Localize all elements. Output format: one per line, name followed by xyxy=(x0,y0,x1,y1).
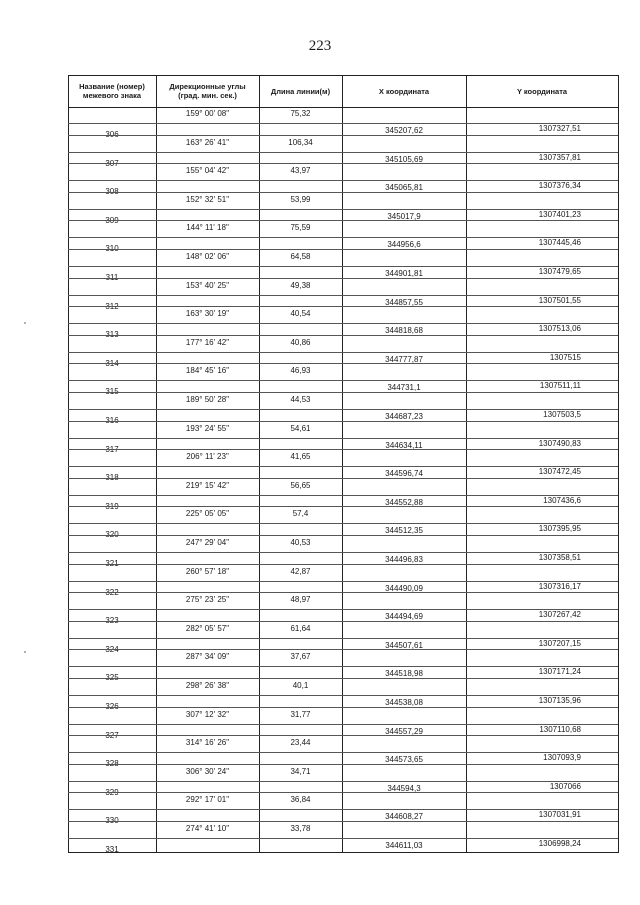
point-x: 344490,09 xyxy=(385,583,423,593)
point-name: 324 xyxy=(105,644,119,654)
point-x: 345065,81 xyxy=(385,183,423,193)
segment-angle: 155° 04' 42" xyxy=(185,166,230,176)
segment-length: 31,77 xyxy=(290,709,311,719)
row-divider xyxy=(68,506,618,507)
point-x: 344596,74 xyxy=(385,469,423,479)
row-divider xyxy=(68,278,618,279)
row-divider xyxy=(68,678,618,679)
segment-length: 48,97 xyxy=(290,595,311,605)
point-name: 308 xyxy=(105,187,119,197)
scan-speck xyxy=(24,322,26,324)
point-y: 1307031,91 xyxy=(538,810,581,820)
point-name: 312 xyxy=(105,301,119,311)
point-x: 344538,08 xyxy=(385,698,423,707)
point-x: 344557,29 xyxy=(385,726,423,736)
row-divider xyxy=(68,163,618,164)
point-name: 313 xyxy=(105,330,119,340)
point-y: 1307490,83 xyxy=(538,438,581,448)
segment-length: 49,38 xyxy=(290,280,311,290)
point-y: 1307135,96 xyxy=(538,696,581,705)
point-name: 328 xyxy=(105,759,119,769)
point-x: 344594,3 xyxy=(387,783,421,793)
segment-angle: 298° 26' 38" xyxy=(185,681,230,690)
segment-angle: 159° 00' 08" xyxy=(185,109,230,118)
segment-angle: 225° 05' 05" xyxy=(185,509,230,519)
segment-length: 75,59 xyxy=(290,223,311,233)
point-name: 306 xyxy=(105,130,119,139)
row-divider xyxy=(68,564,618,565)
point-y: 1307171,24 xyxy=(538,667,581,677)
row-divider xyxy=(68,135,618,136)
segment-angle: 184° 45' 16" xyxy=(185,366,230,376)
row-divider xyxy=(68,592,618,593)
segment-angle: 189° 50' 28" xyxy=(185,395,230,404)
point-name: 307 xyxy=(105,158,119,168)
header-length: Длина линии(м) xyxy=(270,86,331,96)
point-x: 345207,62 xyxy=(385,126,423,135)
row-divider xyxy=(68,363,618,364)
point-name: 331 xyxy=(105,845,119,854)
point-x: 344496,83 xyxy=(385,555,423,564)
segment-angle: 148° 02' 06" xyxy=(185,252,230,261)
segment-angle: 247° 29' 04" xyxy=(185,538,230,547)
point-name: 310 xyxy=(105,244,119,254)
segment-length: 61,64 xyxy=(290,623,311,633)
point-y: 1307511,11 xyxy=(539,381,581,391)
point-name: 330 xyxy=(105,816,119,826)
segment-length: 44,53 xyxy=(290,395,311,404)
segment-angle: 306° 30' 24" xyxy=(185,766,230,776)
header-y: Y координата xyxy=(516,86,568,96)
point-name: 322 xyxy=(105,587,119,597)
header-x: X координата xyxy=(378,86,430,96)
row-divider xyxy=(68,821,618,822)
point-y: 1307472,45 xyxy=(538,467,581,477)
segment-angle: 163° 26' 41" xyxy=(185,137,230,147)
row-divider xyxy=(68,707,618,708)
row-divider xyxy=(68,478,618,479)
row-divider xyxy=(68,392,618,393)
segment-length: 53,99 xyxy=(290,194,311,204)
point-y: 1307501,55 xyxy=(538,295,581,305)
point-name: 327 xyxy=(105,730,119,740)
row-divider xyxy=(68,621,618,622)
row-divider xyxy=(68,192,618,193)
segment-length: 64,58 xyxy=(290,252,311,261)
point-name: 317 xyxy=(105,444,119,454)
point-y: 1307358,51 xyxy=(538,553,581,562)
point-x: 344777,87 xyxy=(385,354,423,364)
segment-angle: 274° 41' 10" xyxy=(185,824,230,833)
point-y: 1307267,42 xyxy=(538,610,581,620)
point-name: 320 xyxy=(105,530,119,540)
segment-length: 75,32 xyxy=(290,109,311,118)
point-y: 1307110,68 xyxy=(539,724,581,734)
segment-angle: 260° 57' 18" xyxy=(185,566,230,576)
point-name: 319 xyxy=(105,501,119,511)
point-y: 1307503,5 xyxy=(543,410,581,419)
segment-length: 33,78 xyxy=(290,824,311,833)
segment-angle: 219° 15' 42" xyxy=(185,480,230,490)
point-x: 344507,61 xyxy=(385,640,423,650)
segment-angle: 206° 11' 23" xyxy=(186,452,229,462)
point-name: 309 xyxy=(105,215,119,225)
segment-length: 40,1 xyxy=(292,681,309,690)
point-y: 1307436,6 xyxy=(543,495,581,505)
point-x: 344634,11 xyxy=(385,440,423,450)
header-angle: Дирекционные углы (град. мин. сек.) xyxy=(169,82,246,100)
row-divider xyxy=(68,306,618,307)
segment-length: 41,65 xyxy=(290,452,311,462)
point-name: 318 xyxy=(105,473,119,483)
row-divider xyxy=(68,220,618,221)
point-x: 344573,65 xyxy=(385,755,423,765)
point-name: 315 xyxy=(105,387,119,397)
row-divider xyxy=(68,449,618,450)
segment-angle: 282° 05' 57" xyxy=(185,623,230,633)
point-name: 326 xyxy=(105,702,119,711)
segment-angle: 193° 24' 55" xyxy=(185,423,230,433)
segment-angle: 275° 23' 25" xyxy=(185,595,230,605)
row-divider xyxy=(68,735,618,736)
point-x: 344731,1 xyxy=(387,383,421,393)
row-divider xyxy=(68,335,618,336)
segment-angle: 287° 34' 09" xyxy=(185,652,230,662)
header-name: Название (номер) межевого знака xyxy=(79,82,145,100)
point-x: 344687,23 xyxy=(385,412,423,421)
point-y: 1307357,81 xyxy=(538,152,581,162)
segment-angle: 177° 16' 42" xyxy=(185,337,230,347)
table-border-right xyxy=(618,75,619,853)
segment-angle: 307° 12' 32" xyxy=(185,709,230,719)
point-y: 1307395,95 xyxy=(538,524,581,534)
point-y: 1307401,23 xyxy=(538,209,581,219)
row-divider xyxy=(68,421,618,422)
point-y: 1307513,06 xyxy=(538,324,581,334)
point-x: 345017,9 xyxy=(387,211,421,221)
point-y: 1307376,34 xyxy=(538,181,581,191)
point-x: 344494,69 xyxy=(385,612,423,622)
point-x: 344611,03 xyxy=(385,841,423,850)
header-divider xyxy=(68,107,618,108)
point-y: 1307316,17 xyxy=(538,581,581,591)
segment-length: 34,71 xyxy=(290,766,311,776)
segment-length: 40,54 xyxy=(290,309,311,319)
point-y: 1307479,65 xyxy=(538,267,581,276)
scan-speck xyxy=(24,651,26,653)
coordinate-table xyxy=(68,75,618,853)
segment-length: 36,84 xyxy=(290,795,311,805)
row-divider xyxy=(68,649,618,650)
point-x: 344818,68 xyxy=(385,326,423,336)
segment-angle: 314° 16' 26" xyxy=(185,738,230,748)
point-name: 325 xyxy=(105,673,119,683)
point-y: 1307066 xyxy=(549,781,581,791)
segment-angle: 152° 32' 51" xyxy=(185,194,230,204)
point-y: 1307093,9 xyxy=(543,753,581,763)
point-x: 345105,69 xyxy=(385,154,423,164)
segment-length: 106,34 xyxy=(288,137,313,147)
point-x: 344518,98 xyxy=(385,669,423,679)
segment-angle: 144° 11' 18" xyxy=(186,223,229,233)
segment-length: 57,4 xyxy=(292,509,309,519)
point-y: 1307515 xyxy=(549,352,581,362)
segment-angle: 292° 17' 01" xyxy=(185,795,230,805)
row-divider xyxy=(68,792,618,793)
point-y: 1306998,24 xyxy=(538,839,581,848)
segment-length: 46,93 xyxy=(290,366,311,376)
point-x: 344857,55 xyxy=(385,297,423,307)
point-x: 344956,6 xyxy=(387,240,421,250)
point-name: 311 xyxy=(105,273,119,282)
segment-length: 37,67 xyxy=(290,652,311,662)
segment-angle: 163° 30' 19" xyxy=(185,309,230,319)
row-divider xyxy=(68,249,618,250)
point-y: 1307445,46 xyxy=(538,238,581,248)
row-divider xyxy=(68,764,618,765)
point-name: 316 xyxy=(105,416,119,425)
segment-length: 23,44 xyxy=(290,738,311,748)
point-x: 344608,27 xyxy=(385,812,423,822)
segment-length: 43,97 xyxy=(290,166,311,176)
point-x: 344901,81 xyxy=(385,269,423,278)
segment-length: 56,65 xyxy=(290,480,311,490)
segment-length: 54,61 xyxy=(290,423,311,433)
row-divider xyxy=(68,535,618,536)
point-name: 329 xyxy=(105,787,119,797)
segment-angle: 153° 40' 25" xyxy=(185,280,230,290)
point-y: 1307207,15 xyxy=(538,638,581,648)
segment-length: 40,86 xyxy=(290,337,311,347)
point-name: 321 xyxy=(105,559,119,568)
point-name: 323 xyxy=(105,616,119,626)
point-x: 344552,88 xyxy=(385,497,423,507)
segment-length: 42,87 xyxy=(290,566,311,576)
point-x: 344512,35 xyxy=(385,526,423,536)
point-name: 314 xyxy=(105,358,119,368)
segment-length: 40,53 xyxy=(290,538,311,547)
point-y: 1307327,51 xyxy=(538,124,581,133)
page-number: 223 xyxy=(308,38,332,54)
